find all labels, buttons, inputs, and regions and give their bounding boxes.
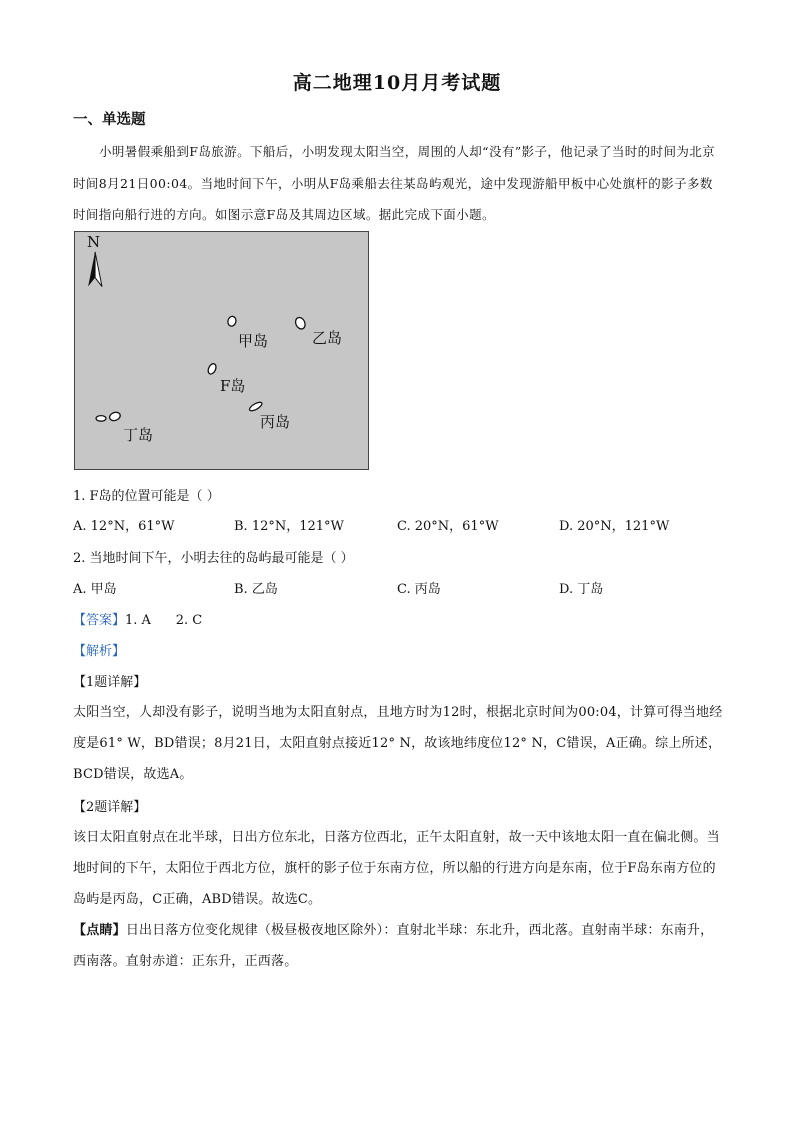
- tip-tag: 【点睛】: [73, 923, 126, 938]
- question-1-option-b: B. 12°N，121°W: [234, 519, 344, 534]
- question-1-stem: 1. F岛的位置可能是（ ）: [73, 489, 220, 504]
- island-yi-shape: [294, 316, 307, 331]
- north-label: N: [87, 233, 101, 251]
- island-jia-shape: [227, 315, 237, 327]
- island-label-jia: 甲岛: [238, 332, 269, 350]
- island-label-f: F岛: [220, 377, 246, 395]
- question-2-option-a: A. 甲岛: [73, 582, 117, 597]
- island-ding-shape: [96, 411, 121, 422]
- answer-line: [73, 609, 202, 628]
- detail-1-tag: 【1题详解】: [73, 675, 147, 690]
- tip-text: 日出日落方位变化规律（极昼极夜地区除外）：直射北半球：东北升，西北落。直射南半球：东南升，西南落。直射赤道：正东升，正西落。: [73, 923, 714, 970]
- question-1-option-a: A. 12°N，61°W: [73, 519, 175, 534]
- section-heading: 一、单选题: [73, 111, 146, 128]
- island-label-bing: 丙岛: [260, 413, 291, 431]
- question-1-option-d: D. 20°N，121°W: [559, 519, 670, 534]
- question-2-option-d: D. 丁岛: [559, 582, 604, 597]
- detail-2-text: 该日太阳直射点在北半球，日出方位东北，日落方位西北，正午太阳直射，故一天中该地太阳一直在偏北侧。当地时间的下午，太阳位于西北方位，旗杆的影子位于东南方位，所以船的行进方向是东南，位于F岛东南方位的岛屿是丙岛，C正确，ABD错误。故选C。: [73, 830, 720, 908]
- detail-2-tag: 【2题详解】: [73, 800, 147, 815]
- question-1-option-c: C. 20°N，61°W: [397, 519, 499, 534]
- answer-text: 1. A 2. C: [125, 613, 203, 628]
- question-2-option-c: C. 丙岛: [397, 582, 441, 597]
- north-arrow-icon: [88, 252, 102, 287]
- intro-paragraph: [73, 136, 723, 231]
- page-title: 高二地理10月月考试题: [292, 72, 502, 94]
- island-f-shape: [207, 362, 218, 375]
- island-label-ding: 丁岛: [123, 426, 154, 444]
- answer-tag: 【答案】: [73, 613, 126, 628]
- analysis-tag: 【解析】: [73, 644, 126, 659]
- tip-paragraph: [73, 915, 723, 977]
- intro-text: 小明暑假乘船到F岛旅游。下船后，小明发现太阳当空，周围的人却“没有”影子，他记录了当时的时间为北京时间8月21日00:04。当地时间下午，小明从F岛乘船去往某岛屿观光，途中发现游船甲板中心处旗杆的影子多数时间指向船行进的方向。如图示意F岛及其周边区域。据此完成下面小题。: [73, 144, 716, 222]
- question-2-stem: 2. 当地时间下午，小明去往的岛屿最可能是（ ）: [73, 551, 354, 566]
- island-label-yi: 乙岛: [312, 329, 343, 347]
- question-2-option-b: B. 乙岛: [234, 582, 278, 597]
- map-drawing: [75, 232, 368, 469]
- detail-1-text: 太阳当空，人却没有影子，说明当地为太阳直射点，且地方时为12时，根据北京时间为00:04，计算可得当地经度是61° W，BD错误；8月21日，太阳直射点接近12° N，故该地纬度位12° N，C错误，A正确。综上所述，BCD错误，故选A。: [73, 705, 723, 783]
- island-map: [74, 231, 369, 470]
